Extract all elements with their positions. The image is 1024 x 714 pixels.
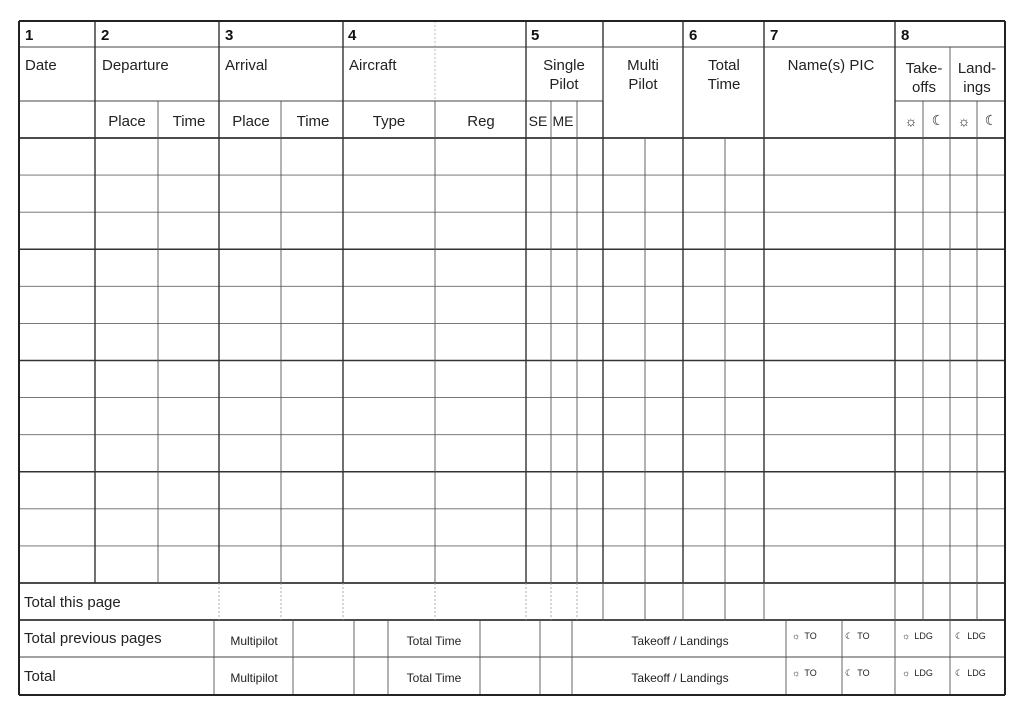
prev-total-time-label: Total Time [406,634,462,648]
prev-multipilot-label: Multipilot [230,634,278,648]
prev-day-to-label [792,627,817,642]
single-pilot-line-2: Pilot [549,76,579,93]
col-number-8: 8 [901,27,910,44]
col-number-5: 5 [531,27,540,44]
to-text: TO [804,631,817,641]
sub-single-engine: SE [528,113,548,129]
total-previous-pages-label: Total previous pages [24,630,162,647]
sub-aircraft-reg: Reg [467,113,495,130]
total-this-page-label: Total this page [24,594,121,611]
moon-icon: ☾ [845,631,854,641]
total-day-to-label [792,664,817,679]
landings-line-2: ings [963,79,991,96]
total-label: Total [24,668,56,685]
moon-icon: ☾ [984,112,998,128]
header-landings [958,59,996,97]
moon-icon: ☾ [955,631,964,641]
header-takeoffs [906,59,943,97]
sun-icon: ☼ [902,631,911,641]
takeoffs-line-2: offs [912,79,936,96]
total-takeoff-landings-label: Takeoff / Landings [631,671,729,685]
total-multipilot-label: Multipilot [230,671,278,685]
col-number-1: 1 [25,27,34,44]
prev-night-to-label [845,627,870,642]
ldg-text: LDG [914,631,933,641]
col-number-6: 6 [689,27,698,44]
multi-pilot-line-1: Multi [627,57,659,74]
sub-multi-engine: ME [552,113,574,129]
to-text: TO [857,631,870,641]
moon-icon: ☾ [955,668,964,678]
single-pilot-line-1: Single [543,57,585,74]
landings-line-1: Land- [957,60,997,77]
sun-icon: ☼ [902,668,911,678]
sun-icon: ☼ [904,113,918,129]
sub-arrival-place: Place [232,113,270,130]
ldg-text: LDG [914,668,933,678]
takeoffs-line-1: Take- [905,60,943,77]
ldg-text: LDG [967,631,986,641]
to-text: TO [804,668,817,678]
header-multi-pilot [627,56,659,94]
ldg-text: LDG [967,668,986,678]
sub-arrival-time: Time [296,113,330,130]
total-night-ldg-label [955,664,986,679]
col-number-7: 7 [770,27,779,44]
total-day-ldg-label [902,664,933,679]
total-time-line-2: Time [707,76,741,93]
col-number-3: 3 [225,27,234,44]
sub-aircraft-type: Type [372,113,406,130]
moon-icon: ☾ [931,112,945,128]
sun-icon: ☼ [957,113,971,129]
total-night-to-label [845,664,870,679]
sun-icon: ☼ [792,631,801,641]
header-names-pic: Name(s) PIC [787,57,875,74]
prev-day-ldg-label [902,627,933,642]
col-number-2: 2 [101,27,110,44]
prev-takeoff-landings-label: Takeoff / Landings [631,634,729,648]
header-aircraft: Aircraft [349,57,397,74]
multi-pilot-line-2: Pilot [628,76,658,93]
total-time-line-1: Total [708,57,740,74]
header-date: Date [25,57,57,74]
sub-departure-place: Place [108,113,146,130]
header-departure: Departure [102,57,169,74]
col-number-4: 4 [348,27,357,44]
total-total-time-label: Total Time [406,671,462,685]
header-arrival: Arrival [225,57,268,74]
header-total-time [708,56,741,94]
to-text: TO [857,668,870,678]
sub-departure-time: Time [172,113,206,130]
prev-night-ldg-label [955,627,986,642]
sun-icon: ☼ [792,668,801,678]
moon-icon: ☾ [845,668,854,678]
header-single-pilot [543,56,585,94]
